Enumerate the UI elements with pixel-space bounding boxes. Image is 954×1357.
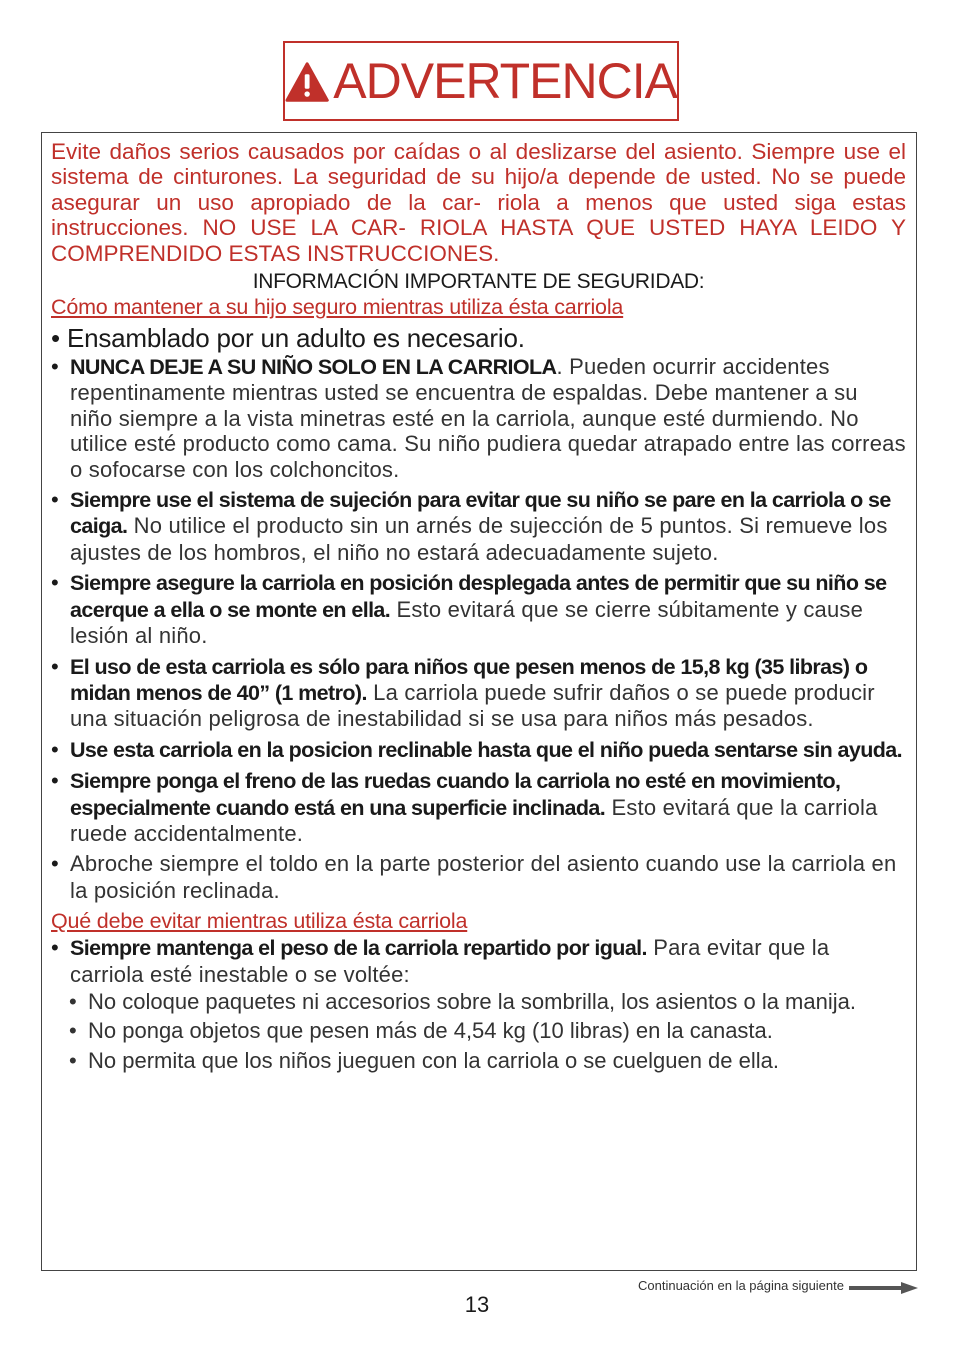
item-text: La carriola puede sufrir daños o se puede producir una situación peligrosa de inestabilidad si se usa para niños más pesados.	[70, 679, 875, 732]
avoid-list	[51, 935, 906, 1073]
item-bold-text: El uso de esta carriola es sólo para niños que pesen menos de 15,8 kg (35 libras) o midan menos de 40” (1 metro).	[70, 654, 868, 705]
list-item	[51, 851, 906, 903]
intro-warning-text: Evite daños serios causados por caídas o al deslizarse del asiento. Siempre use el sistema de cinturones. La seguridad de su hijo/a depende de usted. No se puede asegurar un uso apropiado de la car- riola a menos que usted siga estas instrucciones. NO USE LA CAR- RIOLA HASTA QUE USTED HAYA LEIDO Y COMPRENDIDO ESTAS INSTRUCCIONES.	[51, 139, 906, 266]
item-text: Abroche siempre el toldo en la parte posterior del asiento cuando use la carriola en la posición reclinada.	[70, 851, 897, 903]
sub-list-item: • No ponga objetos que pesen más de 4,54 kg (10 libras) en la canasta.	[51, 1018, 906, 1043]
item-bold-text: Siempre ponga el freno de las ruedas cuando la carriola no esté en movimiento, especialmente cuando está en una superficie inclinada.	[70, 769, 841, 820]
item-bold-text: Siempre asegure la carriola en posición desplegada antes de permitir que su niño se acerque a ella o se monte en ella.	[70, 571, 887, 622]
list-item	[51, 768, 906, 846]
warning-content-box	[41, 132, 917, 1271]
subsection-heading-avoid: Qué debe evitar mientras utiliza ésta carriola	[51, 909, 468, 934]
item-bold-text: NUNCA DEJE A SU NIÑO SOLO EN LA CARRIOLA	[70, 355, 557, 380]
list-item	[51, 935, 906, 1073]
subsection-heading-safety: Cómo mantener a su hijo seguro mientras utiliza ésta carriola	[51, 295, 624, 320]
item-text: . Pueden ocurrir accidentes repentinamente mientras usted se encuentra de espaldas. Debe mantener a su niño siempre a la vista minetras esté en la carriola, aunque esté durmiendo. No utilice esté producto como cama. Su niño pudiera quedar atrapado entre las correas o sofocarse con los colchoncitos.	[70, 354, 906, 482]
list-item	[51, 487, 906, 565]
sub-list-item: • No coloque paquetes ni accesorios sobre la sombrilla, los asientos o la manija.	[51, 989, 906, 1014]
sub-list-item: • No permita que los niños jueguen con la carriola o se cuelguen de ella.	[51, 1048, 906, 1073]
item-bold-text: Siempre use el sistema de sujeción para evitar que su niño se pare en la carriola o se caiga.	[70, 488, 891, 539]
lead-bullet: • Ensamblado por un adulto es necesario.	[51, 323, 525, 354]
item-bold-text: Siempre mantenga el peso de la carriola repartido por igual.	[70, 936, 647, 961]
list-item	[51, 354, 906, 482]
warning-title-box	[283, 41, 679, 121]
item-bold-text: Use esta carriola en la posicion reclinable hasta que el niño pueda sentarse sin ayuda.	[70, 737, 903, 762]
page-title: ADVERTENCIA	[333, 53, 677, 109]
warning-triangle-icon	[285, 61, 329, 103]
list-item	[51, 737, 906, 763]
page-number: 13	[464, 1292, 490, 1317]
lead-bullet-text: Ensamblado por un adulto es necesario.	[66, 323, 525, 354]
safety-list	[51, 354, 906, 903]
section-title: INFORMACIÓN IMPORTANTE DE SEGURIDAD:	[252, 270, 705, 294]
list-item	[51, 570, 906, 648]
item-text: Para evitar que la carriola esté inestable o se voltée:	[70, 935, 830, 987]
list-item	[51, 654, 906, 732]
item-text: Esto evitará que se cierre súbitamente y cause lesión al niño.	[70, 596, 864, 649]
continuation-note: Continuación en la página siguiente	[638, 1278, 844, 1293]
item-text: No utilice el producto sin un arnés de sujección de 5 puntos. Si remueve los ajustes de los hombros, el niño no estará adecuadamente sujeto.	[70, 513, 888, 565]
avoid-sublist	[51, 989, 906, 1073]
item-text: Esto evitará que la carriola ruede accidentalmente.	[70, 794, 878, 846]
